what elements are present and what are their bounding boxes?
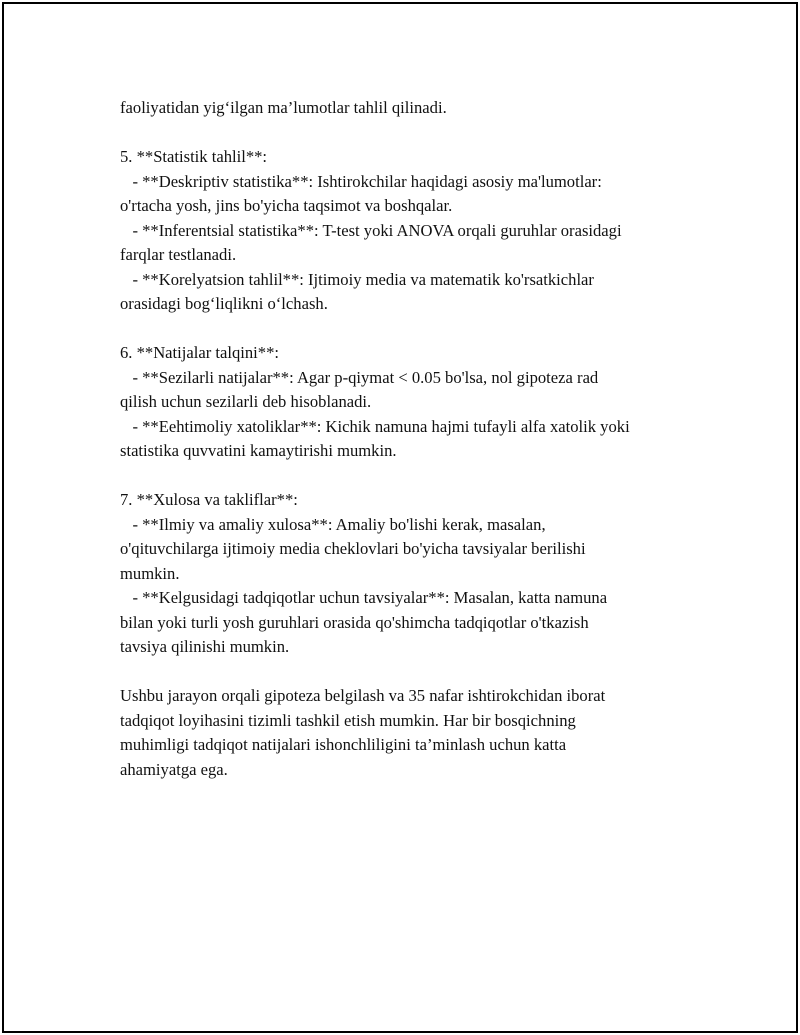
text-line: Ushbu jarayon orqali gipoteza belgilash va 35 nafar ishtirokchidan iborat	[120, 686, 606, 705]
conclusion-paragraph	[120, 684, 700, 782]
text-line: orasidagi bog‘liqlikni o‘lchash.	[120, 294, 328, 313]
section-statistik-tahlil	[120, 145, 700, 317]
continuation-paragraph	[120, 96, 700, 121]
text-line: muhimligi tadqiqot natijalari ishonchliligini ta’minlash uchun katta	[120, 735, 567, 754]
text-line: - **Kelgusidagi tadqiqotlar uchun tavsiyalar**: Masalan, katta namuna	[120, 588, 608, 607]
paragraph-gap	[120, 317, 700, 342]
text-line: mumkin.	[120, 563, 180, 583]
text-line: faoliyatidan yig‘ilgan ma’lumotlar tahlil qilinadi.	[120, 98, 447, 117]
text-line: - **Inferentsial statistika**: T-test yoki ANOVA orqali guruhlar orasidagi	[120, 220, 622, 240]
section-heading: 7. **Xulosa va takliflar**:	[120, 490, 298, 509]
document-body	[120, 96, 700, 782]
text-line: - **Deskriptiv statistika**: Ishtirokchilar haqidagi asosiy ma'lumotlar:	[120, 171, 602, 191]
paragraph-gap	[120, 121, 700, 146]
document-page	[2, 2, 798, 1033]
text-line: tadqiqot loyihasini tizimli tashkil etish mumkin. Har bir bosqichning	[120, 710, 576, 730]
text-line: - **Korelyatsion tahlil**: Ijtimoiy media va matematik ko'rsatkichlar	[120, 269, 594, 289]
section-natijalar-talqini	[120, 341, 700, 464]
text-line: tavsiya qilinishi mumkin.	[120, 637, 290, 656]
section-xulosa-takliflar	[120, 488, 700, 660]
text-line: ahamiyatga ega.	[120, 759, 228, 779]
paragraph-gap	[120, 660, 700, 685]
text-line: statistika quvvatini kamaytirishi mumkin.	[120, 441, 397, 460]
paragraph-gap	[120, 464, 700, 489]
text-line: o'qituvchilarga ijtimoiy media cheklovlari bo'yicha tavsiyalar berilishi	[120, 539, 586, 558]
text-line: farqlar testlanadi.	[120, 245, 237, 264]
text-line: - **Eehtimoliy xatoliklar**: Kichik namuna hajmi tufayli alfa xatolik yoki	[120, 416, 630, 436]
text-line: o'rtacha yosh, jins bo'yicha taqsimot va boshqalar.	[120, 196, 453, 215]
section-heading: 6. **Natijalar talqini**:	[120, 343, 279, 362]
text-line: bilan yoki turli yosh guruhlari orasida qo'shimcha tadqiqotlar o'tkazish	[120, 612, 589, 632]
text-line: qilish uchun sezilarli deb hisoblanadi.	[120, 392, 372, 411]
text-line: - **Ilmiy va amaliy xulosa**: Amaliy bo'lishi kerak, masalan,	[120, 514, 546, 534]
text-line: - **Sezilarli natijalar**: Agar p-qiymat < 0.05 bo'lsa, nol gipoteza rad	[120, 367, 599, 387]
section-heading: 5. **Statistik tahlil**:	[120, 147, 268, 166]
